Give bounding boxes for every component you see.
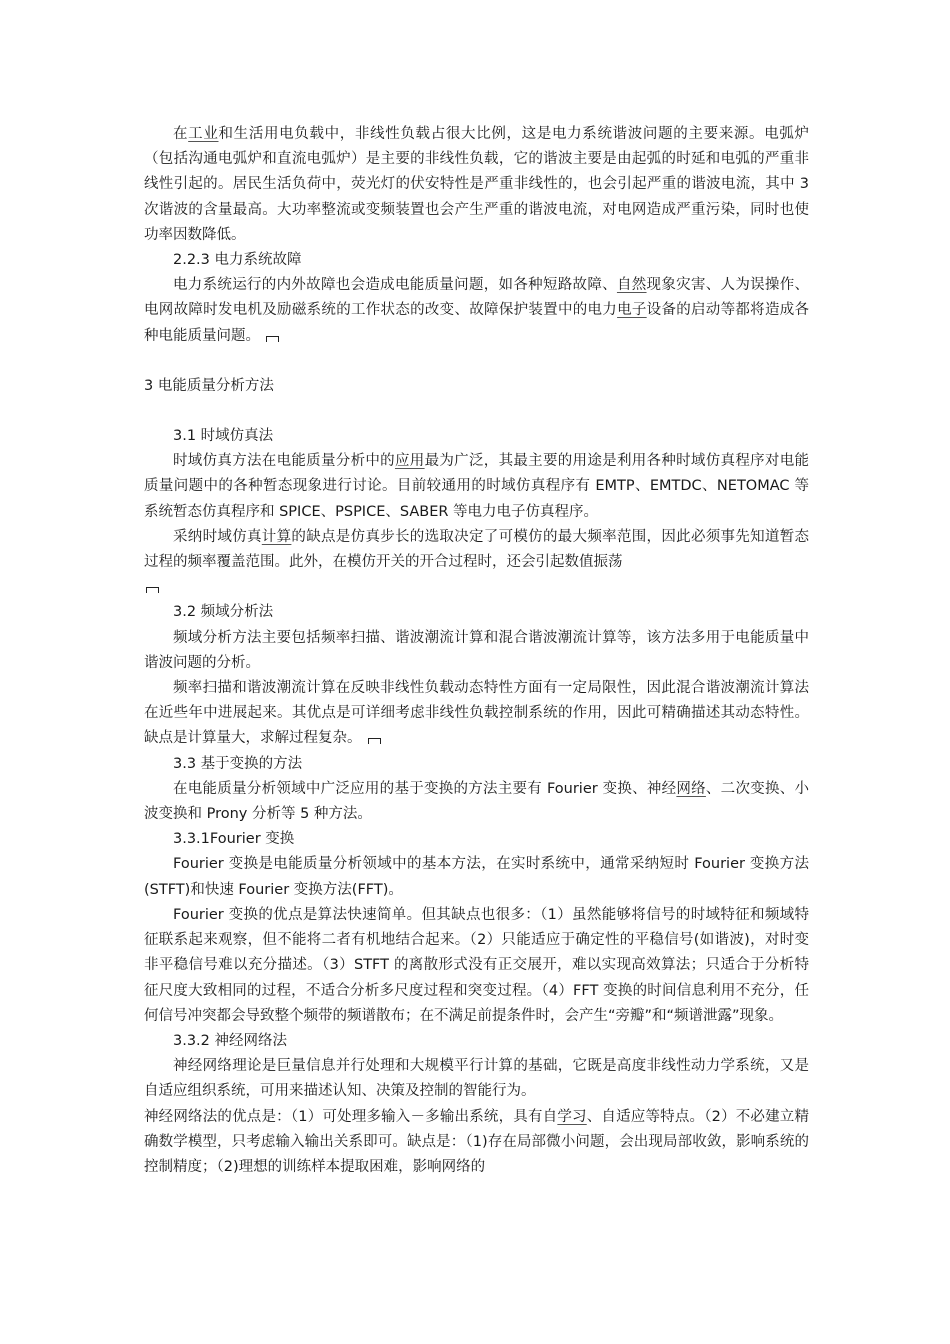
- paragraph-time-domain: [144, 449, 809, 525]
- text: 在: [173, 126, 189, 142]
- bracket-mark-icon: [368, 738, 381, 744]
- link-compute[interactable]: 计算: [261, 528, 292, 545]
- link-electronics[interactable]: 电子: [617, 302, 647, 319]
- link-network[interactable]: 网络: [676, 780, 706, 797]
- heading-3-3-2: 3.3.2 神经网络法: [173, 1032, 288, 1049]
- text: 、自适应等特点。（2）不必建立精确数学模型，只考虑输入输出关系即可。缺点是：（1)存在局部微小问题，会出现局部收敛，影响系统的控制精度；（2)理想的训练样本提取困难，影响网络的: [144, 1108, 809, 1175]
- text: 最为广泛，其最主要的用途是利用各种时域仿真程序对电能质量问题中的各种暂态现象进行讨论。目前较通用的时域仿真程序有 EMTP、EMTDC、NETOMAC 等系统暂态仿真程序和 SPICE、PSPICE、SABER 等电力电子仿真程序。: [144, 453, 810, 520]
- text: 和生活用电负载中，非线性负载占很大比例，这是电力系统谐波问题的主要来源。电弧炉（包括沟通电弧炉和直流电弧炉）是主要的非线性负载，它的谐波主要是由起弧的时延和电弧的严重非线性引起的。居民生活负荷中，荧光灯的伏安特性是严重非线性的，也会引起严重的谐波电流，其中 3 次谐波的含量最高。大功率整流或变频装置也会产生严重的谐波电流，对电网造成严重污染，同时也使功率因数降低。: [144, 126, 810, 243]
- paragraph-transform-methods: [144, 777, 809, 827]
- mark-line: [144, 575, 809, 600]
- paragraph-fourier-pros-cons: Fourier 变换的优点是算法快速简单。但其缺点也很多：（1）虽然能够将信号的时域特征和频域特征联系起来观察，但不能将二者有机地结合起来。（2）只能适应于确定性的平稳信号(如谐波)，对时变非平稳信号难以充分描述。（3）STFT 的离散形式没有正交展开，难以实现高效算法；只适合于分析特征尺度大致相同的过程，不适合分析多尺度过程和突变过程。（4）FFT 变换的时间信息利用不充分，任何信号冲突都会导致整个频带的频谱散布；在不满足前提条件时，会产生“旁瓣”和“频谱泄露”现象。: [144, 906, 809, 1024]
- text: 在电能质量分析领域中广泛应用的基于变换的方法主要有 Fourier 变换、神经: [173, 780, 677, 797]
- paragraph-system-faults: [144, 273, 809, 349]
- text: 时域仿真方法在电能质量分析中的: [173, 453, 395, 470]
- text: 频率扫描和谐波潮流计算在反映非线性负载动态特性方面有一定局限性，因此混合谐波潮流计算法在近些年中进展起来。其优点是可详细考虑非线性负载控制系统的作用，因此可精确描述其动态特性。缺点是计算量大，求解过程复杂。: [144, 680, 809, 747]
- heading-3: 3 电能质量分析方法: [144, 377, 274, 394]
- spacer: [144, 399, 809, 424]
- heading-3-3: 3.3 基于变换的方法: [173, 755, 303, 772]
- paragraph-nonlinear-loads: [144, 122, 809, 248]
- text: 的缺点是仿真步长的选取决定了可模仿的最大频率范围，因此必须事先知道暂态过程的频率覆盖范围。此外，在模仿开关的开合过程时，还会引起数值振荡: [144, 528, 810, 571]
- heading-3-3-1: 3.3.1Fourier 变换: [173, 831, 295, 848]
- heading-2-2-3: 2.2.3 电力系统故障: [173, 252, 302, 269]
- heading-3-2: 3.2 频域分析法: [173, 604, 274, 621]
- bracket-mark-icon: [266, 336, 279, 342]
- link-learning[interactable]: 学习: [557, 1108, 587, 1125]
- paragraph-neural-theory: 神经网络理论是巨量信息并行处理和大规模平行计算的基础，它既是高度非线性动力学系统，又是自适应组织系统，可用来描述认知、决策及控制的智能行为。: [144, 1058, 809, 1100]
- paragraph-neural-pros-cons: [144, 1105, 809, 1181]
- text: 、二次变换、小波变换和 Prony 分析等 5 种方法。: [144, 780, 809, 823]
- text: 电力系统运行的内外故障也会造成电能质量问题，如各种短路故障、: [173, 277, 617, 294]
- text: 神经网络法的优点是：（1）可处理多输入－多输出系统，具有自: [144, 1108, 558, 1125]
- text: 设备的启动等都将造成各种电能质量问题。: [144, 302, 810, 344]
- text: 现象灾害、人为误操作、电网故障时发电机及励磁系统的工作状态的改变、故障保护装置中的电力: [144, 277, 810, 319]
- spacer: [144, 349, 809, 374]
- paragraph-frequency-domain: 频域分析方法主要包括频率扫描、谐波潮流计算和混合谐波潮流计算等，该方法多用于电能质量中谐波问题的分析。: [144, 629, 809, 671]
- link-nature[interactable]: 自然: [616, 277, 647, 294]
- link-application[interactable]: 应用: [394, 453, 425, 470]
- heading-3-1: 3.1 时域仿真法: [173, 428, 274, 445]
- paragraph-fourier-basic: Fourier 变换是电能质量分析领域中的基本方法，在实时系统中，通常采纳短时 Fourier 变换方法(STFT)和快速 Fourier 变换方法(FFT)。: [144, 856, 809, 898]
- link-industry[interactable]: 工业: [188, 126, 219, 142]
- text: 采纳时域仿真: [173, 528, 262, 545]
- paragraph-harmonic-flow: [144, 676, 809, 752]
- bracket-mark-icon: [146, 587, 159, 593]
- document-body: [144, 122, 809, 1180]
- paragraph-time-domain-drawbacks: [144, 525, 809, 575]
